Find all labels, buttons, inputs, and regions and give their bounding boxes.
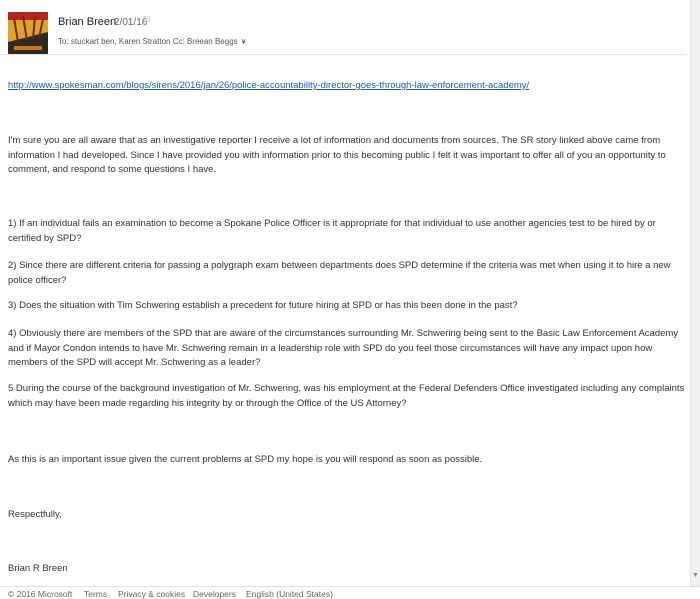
page-footer xyxy=(0,586,700,599)
avatar[interactable] xyxy=(8,12,48,54)
sender-name[interactable]: Brian Breen xyxy=(58,16,117,28)
paragraph-question-1: 1) If an individual fails an examination to become a Spokane Police Officer is it appropriate for that individual to use another agencies test to be hired by or certified by SPD? xyxy=(8,218,656,244)
paragraph-question-3: 3) Does the situation with Tim Schwering establish a precedent for future hiring at SPD or has this been done in the past? xyxy=(8,300,518,311)
chevron-down-icon[interactable]: ¥ xyxy=(241,39,246,46)
footer-terms-link[interactable]: Terms xyxy=(84,589,108,599)
scroll-down-icon[interactable]: ▼ xyxy=(692,572,699,579)
top-strip xyxy=(0,0,700,6)
recipients-line[interactable] xyxy=(58,37,246,46)
paragraph-intro: I'm sure you are all aware that as an investigative reporter I receive a lot of information and documents from sources. The SR story linked above came from information I had developed. Since I have provided you with information prior to this becoming public I felt it was important to offer all of you an opportunity to comment, and respond to some questions I have. xyxy=(8,135,666,175)
paragraph-question-4: 4) Obviously there are members of the SPD that are aware of the circumstances surrounding Mr. Schwering being sent to the Basic Law Enforcement Academy and if Mayor Condon intends to have Mr. Schwering remain in a leadership role with SPD do you feel those circumstances will have any impact upon how members of the SPD will accept Mr. Schwering as a leader? xyxy=(8,328,679,368)
footer-language-link[interactable]: English (United States) xyxy=(246,589,333,599)
footer-privacy-link[interactable]: Privacy & cookies xyxy=(118,589,186,599)
sign-off: Respectfully, xyxy=(8,509,62,520)
vertical-scrollbar[interactable] xyxy=(690,0,700,586)
avatar-image-icon xyxy=(8,12,48,54)
footer-developers-link[interactable]: Developers xyxy=(193,589,236,599)
message-body xyxy=(8,78,686,93)
signature: Brian R Breen xyxy=(8,563,68,574)
flag-icon[interactable] xyxy=(143,16,151,26)
paragraph-closing: As this is an important issue given the current problems at SPD my hope is you will respond as soon as possible. xyxy=(8,454,483,465)
recipients-text: To: stuckart ben, Karen Stratton Cc: Breean Beggs xyxy=(58,37,238,46)
message-header xyxy=(0,8,686,55)
article-link[interactable]: http://www.spokesman.com/blogs/sirens/2016/jan/26/police-accountability-director-goes-through-law-enforcement-academy/ xyxy=(8,80,530,91)
message-date: 2/01/16 xyxy=(114,17,148,28)
paragraph-question-5: 5 During the course of the background investigation of Mr. Schwering, was his employment at the Federal Defenders Office investigated including any complaints which may have been made regarding his integrity by or through the Office of the US Attorney? xyxy=(8,383,685,409)
footer-copyright: © 2016 Microsoft xyxy=(8,589,73,599)
paragraph-question-2: 2) Since there are different criteria for passing a polygraph exam between departments does SPD determine if the criteria was met when using it to hire a new police officer? xyxy=(8,260,671,286)
